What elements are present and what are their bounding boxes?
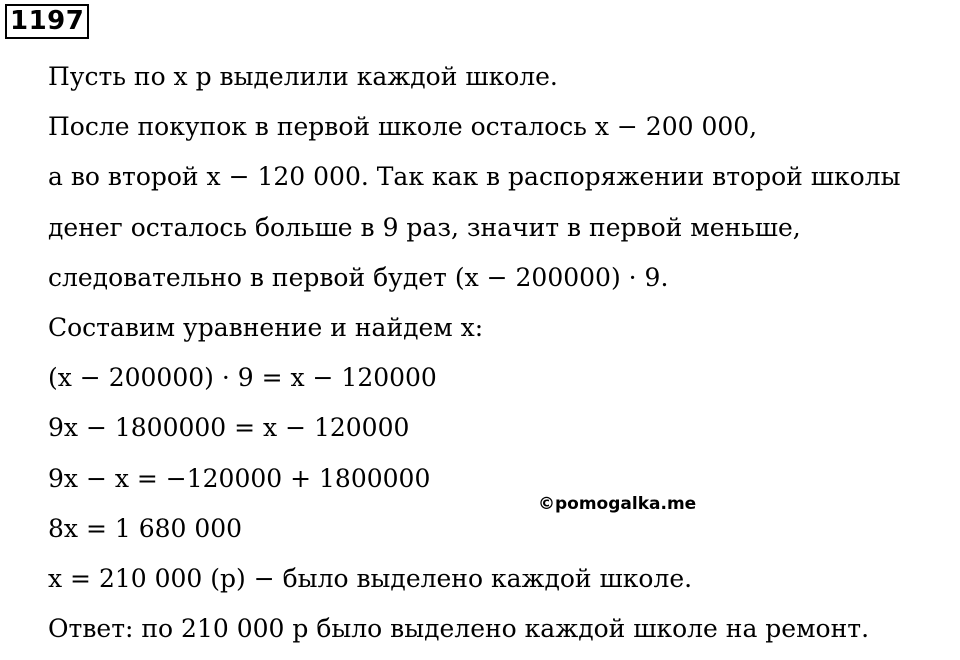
solution-line: а во второй x − 120 000. Так как в распоряжении второй школы bbox=[48, 162, 901, 192]
solution-line: следовательно в первой будет (x − 200000) · 9. bbox=[48, 262, 669, 292]
equation-line: 9x − x = −120000 + 1800000 bbox=[48, 463, 431, 493]
solution-line: Пусть по x р выделили каждой школе. bbox=[48, 62, 558, 91]
equation-line: (x − 200000) · 9 = x − 120000 bbox=[48, 363, 437, 393]
watermark: ©pomogalka.me bbox=[538, 494, 697, 514]
solution-line: После покупок в первой школе осталось x − 200 000, bbox=[48, 112, 758, 142]
solution-line: Составим уравнение и найдем x: bbox=[48, 312, 484, 342]
equation-line: 8x = 1 680 000 bbox=[48, 513, 243, 543]
solution-line: денег осталось больше в 9 раз, значит в первой меньше, bbox=[48, 212, 801, 242]
answer-line: Ответ: по 210 000 р было выделено каждой школе на ремонт. bbox=[48, 614, 870, 644]
equation-line: x = 210 000 (р) − было выделено каждой школе. bbox=[48, 563, 693, 593]
solution-text bbox=[48, 52, 953, 654]
equation-line: 9x − 1800000 = x − 120000 bbox=[48, 413, 410, 443]
problem-number: 1197 bbox=[5, 4, 89, 39]
